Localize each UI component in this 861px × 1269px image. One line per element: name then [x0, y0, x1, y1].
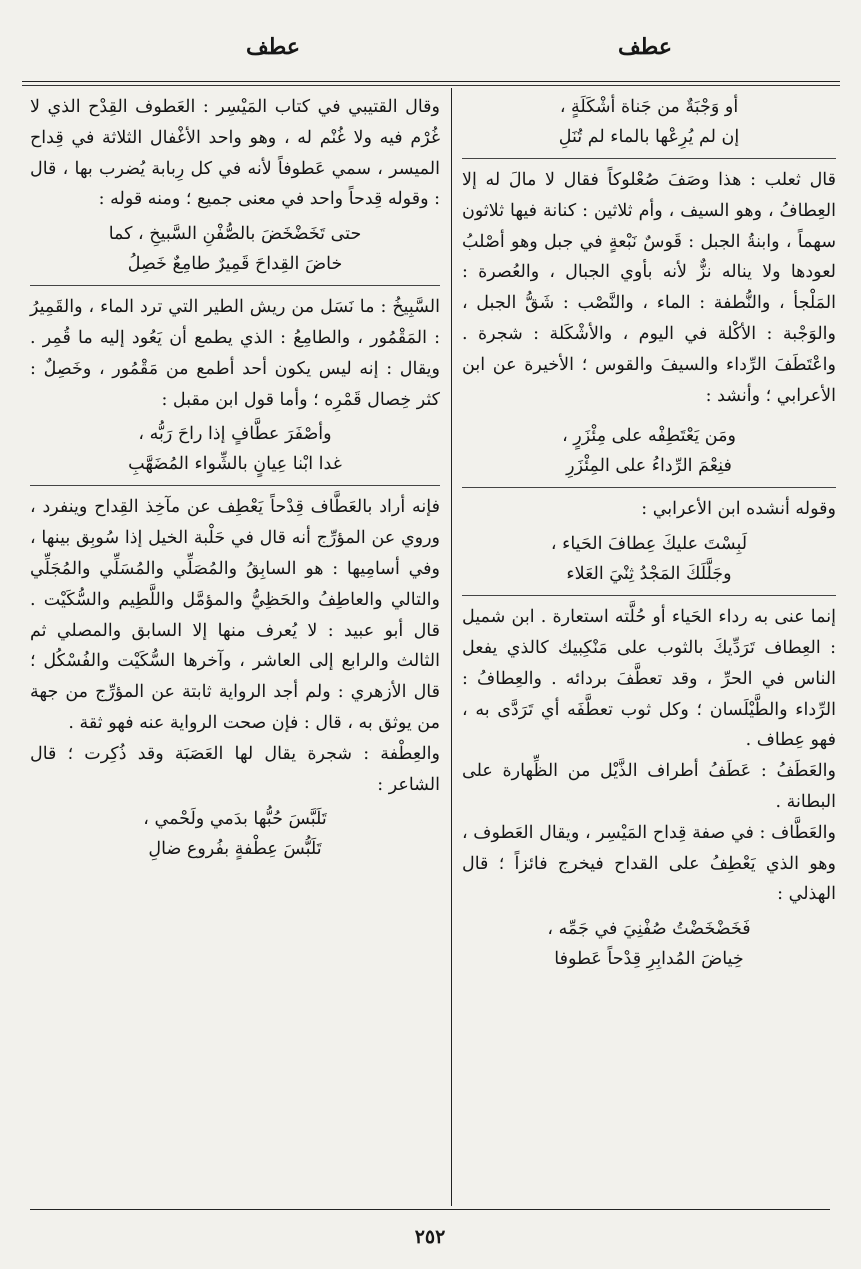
right-column [462, 92, 836, 974]
verse-line: غدا ابْنا عِيانٍ بالشِّواء المُضَهَّبِ [128, 454, 342, 475]
column-divider [451, 88, 452, 1206]
section-rule [462, 595, 836, 596]
entry-paragraph: وقوله أنشده ابن الأعرابي : [641, 499, 836, 520]
entry-paragraph: السَّبِيخُ : ما نَسَل من ريش الطير التي ترد الماء ، والقَمِيرُ : المَقْمُور ، والطامِعُ : الذي يطمع أن يَعُود إليه ما قُمِر . ويقال : إنه ليس يكون أحد أطمع من مَقْمُور ، وخَصِلٌ : كثر خِصال قَمْرِه ؛ وأما قول ابن مقبل : [30, 297, 440, 410]
verse-line: خاضَ القِداحَ قَمِيرٌ طامِعٌ خَصِلُ [127, 254, 343, 275]
verse-line: خِياضَ المُدابِرِ قِدْحاً عَطوفا [554, 949, 744, 970]
entry-paragraph: قال ثعلب : هذا وصَفَ صُعْلوكاً فقال لا مالَ له إلا العِطافُ ، وهو السيف ، وأم ثلاثين : كنانة فيها ثلاثون سهماً ، وابنةُ الجبل : قَوسٌ نَبْعةٍ في جبل وهو أصْلبُ لعودها ولا يناله نزٌّ لأنه بأوي الجبال ، والعُصرة : المَلْجأ ، والنُّطفة : الماء ، والنَّصْب : شَقُّ الجبل ، والوَجْبة : الأكْلة في اليوم ، والأشْكَلة : شجرة . واعْتَطَفَ الرِّداء والسيفَ والقوس ؛ الأخيرة عن ابن الأعرابي ؛ وأنشد : [462, 170, 836, 406]
page-number: ٢٥٢ [414, 1226, 446, 1248]
verse-line: فَخَضْخَضْتُ صُفْنِيَ في جَمِّه ، [547, 919, 751, 940]
verse [462, 421, 836, 481]
section-rule [30, 285, 440, 286]
entry-paragraph: إنما عنى به رداء الحَياء أو حُلَّته استعارة . ابن شميل : العِطاف تَرَدِّيكَ بالثوب على مَنْكِبيك كالذي يفعل الناس في الحرِّ ، وقد تعطَّفَ بردائه . والعِطافُ : الرِّداء والطَّيْلَسان ؛ وكل ثوب تعطَّفَه أي تَرَدَّى به ، فهو عِطاف . [462, 607, 836, 751]
verse [30, 804, 440, 864]
entry-paragraph: فإنه أراد بالعَطَّاف قِدْحاً يَعْطِف عن مآخِذ القِداح وينفرد ، وروي عن المؤرِّج أنه قال في حَلْبة الخيل إذا سُوبِق بينها ، وفي أسامِيها : هو السابِقُ والمُصَلِّي والمُسَلِّي والمُجَلِّي والتالي والعاطِفُ والحَظِيُّ والمؤمَّل واللَّطِيم والسُّكَيْت . قال أبو عبيد : لا يُعرف منها إلا السابق والمصلي ثم الثالث والرابع إلى العاشر ، وآخرها السُّكَيْت والفُسْكُل ؛ قال الأزهري : ولم أجد الرواية ثابتة عن المؤرِّج من جهة من يوثق به ، قال : فإن صحت الرواية عنه فهو ثقة . [30, 497, 440, 733]
header-rule-thin [22, 85, 840, 86]
verse-line: تَلَبُّسَ عِطْفةٍ بفُروع ضالِ [148, 839, 322, 860]
verse-line: وجَلَّلَكَ المَجْدُ ثِنْيَ العَلاء [566, 564, 732, 585]
verse-line: إن لم يُرِعْها بالماء لم تُنَلِ [558, 127, 740, 147]
verse-line: حتى تَخَضْخَضَ بالصُّفْنِ السَّبيخِ ، كما [108, 224, 362, 245]
verse-line: أو وَجْبَةٌ من جَناة أشْكَلَةٍ ، [559, 97, 739, 117]
verse-line: فنِعْمَ الرِّداءُ على المِئْزَرِ [566, 456, 732, 477]
verse-line: ومَن يَعْتَطِفْه على مِئْزَرٍ ، [562, 426, 736, 447]
entry-paragraph: والعَطَفُ : عَطَفُ أطراف الذَّيْل من الظِّهارة على البطانة . [462, 761, 836, 812]
verse-line: لَبِسْتَ عليكَ عِطافَ الحَياء ، [550, 534, 748, 555]
verse-line: وأصْفَرَ عطَّافٍ إذا راحَ رَبُّه ، [138, 424, 332, 445]
verse [462, 92, 836, 152]
running-head-left: عطف [246, 34, 300, 60]
section-rule [462, 158, 836, 159]
section-rule [462, 487, 836, 488]
entry-paragraph: وقال القتيبي في كتاب المَيْسِر : العَطوف القِدْح الذي لا غُرْم فيه ولا غُنْم له ، وهو واحد الأغْفال الثلاثة في قِداح الميسر ، سمي عَطوفاً لأنه في كل رِبابة يُضرب بها ، قال : وقوله قِدحاً واحد في معنى جميع ؛ ومنه قوله : [30, 97, 440, 210]
header-rule [22, 81, 840, 82]
running-head-right: عطف [618, 34, 672, 60]
verse-line: تَلَبَّسَ حُبُّها بدَمي ولَحْمي ، [143, 809, 327, 830]
left-column [30, 92, 440, 864]
verse [30, 419, 440, 479]
entry-paragraph: والعَطَّاف : في صفة قِداح المَيْسِر ، ويقال العَطوف ، وهو الذي يَعْطِفُ على القداح فيخرج فائزاً ؛ قال الهذلي : [462, 822, 836, 905]
section-rule [30, 485, 440, 486]
entry-paragraph: والعِطْفة : شجرة يقال لها العَصَبَة وقد ذُكِرت ؛ قال الشاعر : [30, 743, 440, 795]
verse [30, 219, 440, 279]
footer-rule [30, 1209, 830, 1210]
verse [462, 529, 836, 589]
verse [462, 914, 836, 974]
